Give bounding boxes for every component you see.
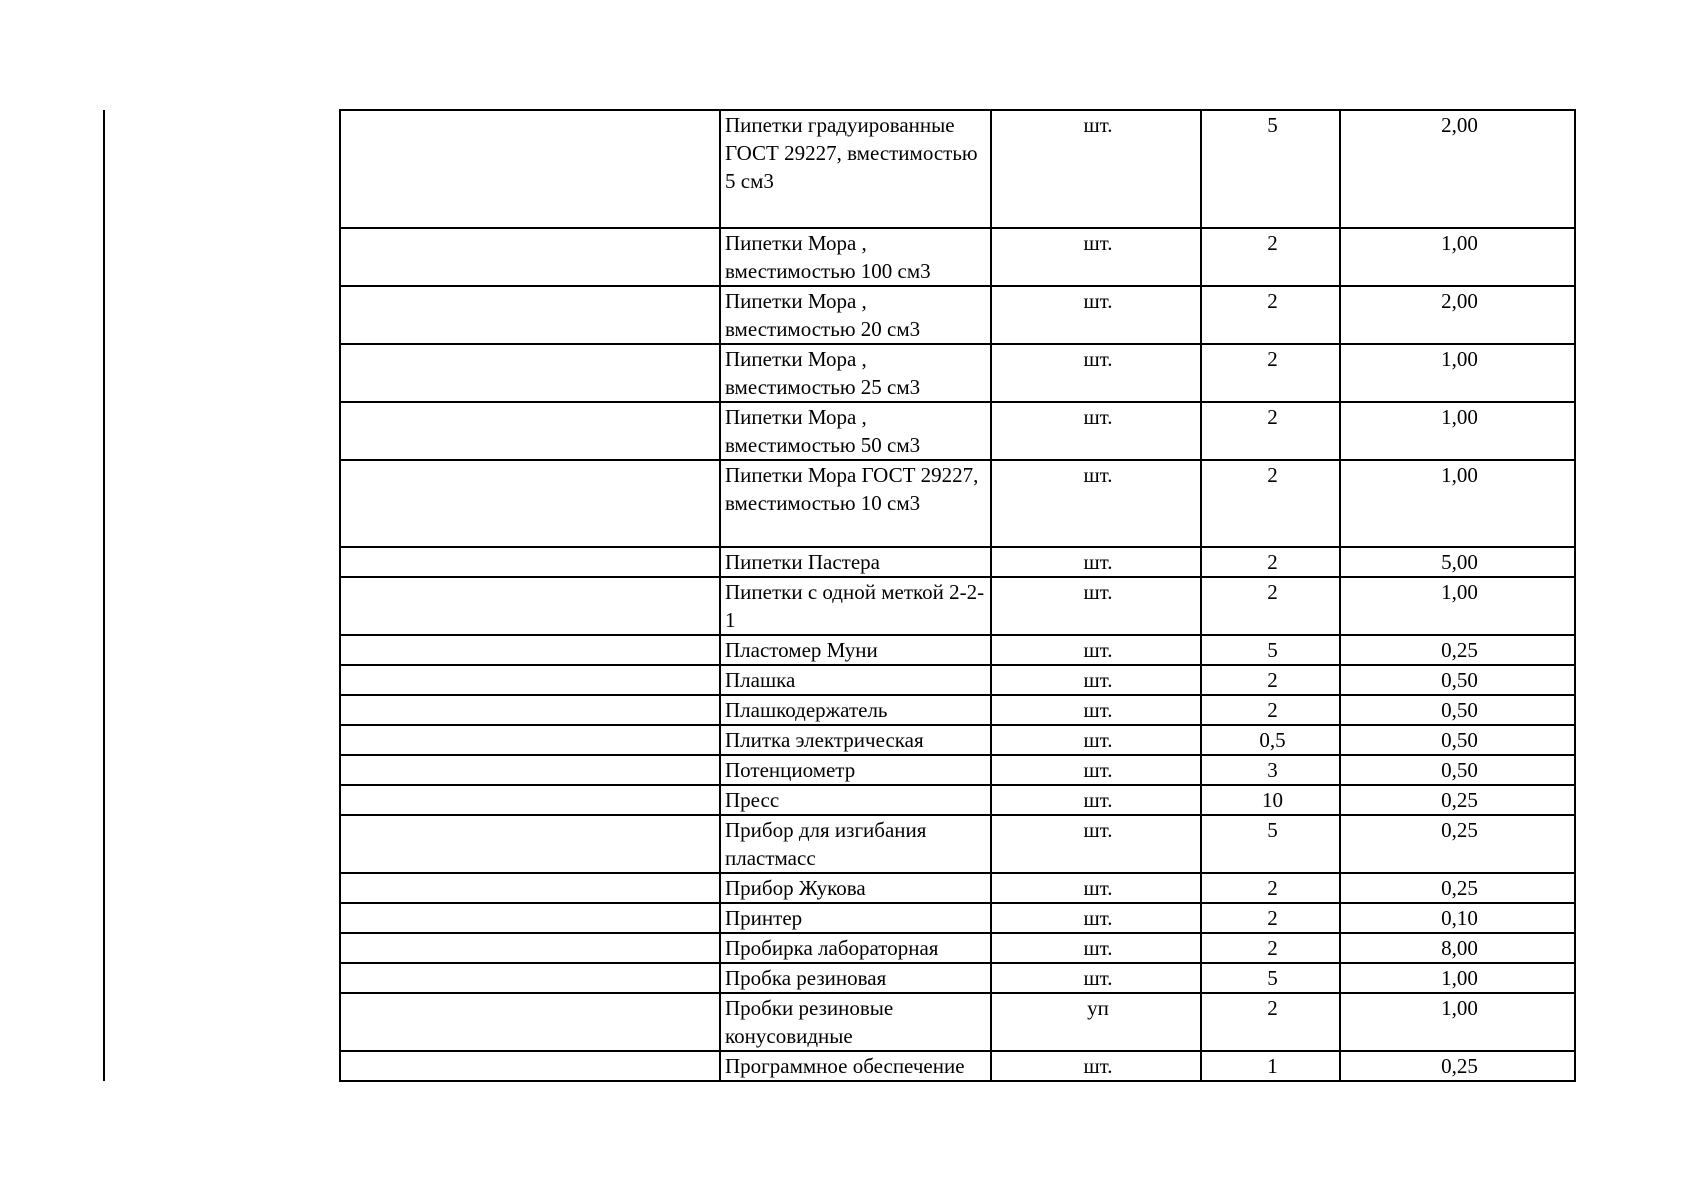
row-code-cell [340,1051,720,1081]
row-unit-cell: шт. [991,963,1201,993]
row-quantity-cell: 5 [1201,815,1340,873]
row-quantity-cell: 2 [1201,577,1340,635]
table-row [340,460,1575,547]
row-unit-cell: шт. [991,695,1201,725]
row-unit-cell: шт. [991,1051,1201,1081]
row-rate-cell: 5,00 [1340,547,1575,577]
row-rate-cell: 1,00 [1340,963,1575,993]
row-unit-cell: шт. [991,228,1201,286]
row-rate-cell: 1,00 [1340,577,1575,635]
table-row [340,344,1575,402]
row-code-cell [340,635,720,665]
table-row [340,695,1575,725]
row-code-cell [340,577,720,635]
table-row [340,665,1575,695]
row-rate-cell: 1,00 [1340,993,1575,1051]
row-code-cell [340,785,720,815]
row-rate-cell: 0,50 [1340,755,1575,785]
row-name-cell: Прибор Жукова [720,873,991,903]
row-quantity-cell: 10 [1201,785,1340,815]
row-code-cell [340,903,720,933]
row-code-cell [340,695,720,725]
row-unit-cell: шт. [991,460,1201,547]
row-code-cell [340,460,720,547]
row-name-cell: Потенциометр [720,755,991,785]
table-row [340,110,1575,228]
row-name-cell: Пипетки Мора , вместимостью 20 см3 [720,286,991,344]
row-rate-cell: 0,50 [1340,695,1575,725]
row-rate-cell: 0,50 [1340,725,1575,755]
row-name-cell: Пробирка лабораторная [720,933,991,963]
row-code-cell [340,755,720,785]
row-rate-cell: 0,25 [1340,635,1575,665]
row-rate-cell: 1,00 [1340,460,1575,547]
row-quantity-cell: 2 [1201,402,1340,460]
row-unit-cell: шт. [991,577,1201,635]
row-code-cell [340,286,720,344]
table-row [340,228,1575,286]
row-code-cell [340,547,720,577]
row-unit-cell: шт. [991,547,1201,577]
row-quantity-cell: 2 [1201,228,1340,286]
table-row [340,1051,1575,1081]
row-quantity-cell: 2 [1201,903,1340,933]
row-code-cell [340,815,720,873]
table-row [340,993,1575,1051]
row-rate-cell: 0,10 [1340,903,1575,933]
row-unit-cell: шт. [991,903,1201,933]
row-code-cell [340,933,720,963]
row-name-cell: Пресс [720,785,991,815]
row-name-cell: Пипетки Пастера [720,547,991,577]
row-name-cell: Плитка электрическая [720,725,991,755]
row-quantity-cell: 2 [1201,665,1340,695]
row-code-cell [340,993,720,1051]
row-unit-cell: шт. [991,286,1201,344]
row-quantity-cell: 2 [1201,695,1340,725]
row-name-cell: Пипетки Мора , вместимостью 25 см3 [720,344,991,402]
table-row [340,815,1575,873]
table-row [340,755,1575,785]
row-rate-cell: 0,25 [1340,815,1575,873]
table-row [340,725,1575,755]
row-quantity-cell: 5 [1201,110,1340,228]
row-name-cell: Программное обеспечение [720,1051,991,1081]
row-code-cell [340,725,720,755]
row-code-cell [340,873,720,903]
table-row [340,577,1575,635]
row-unit-cell: шт. [991,755,1201,785]
row-quantity-cell: 2 [1201,344,1340,402]
row-name-cell: Пробка резиновая [720,963,991,993]
row-code-cell [340,963,720,993]
row-code-cell [340,344,720,402]
row-rate-cell: 1,00 [1340,228,1575,286]
row-quantity-cell: 2 [1201,993,1340,1051]
row-unit-cell: шт. [991,815,1201,873]
row-code-cell [340,402,720,460]
row-unit-cell: уп [991,993,1201,1051]
row-name-cell: Пипетки градуированные ГОСТ 29227, вместимостью 5 см3 [720,110,991,228]
row-unit-cell: шт. [991,635,1201,665]
row-rate-cell: 0,25 [1340,873,1575,903]
row-rate-cell: 2,00 [1340,110,1575,228]
row-quantity-cell: 2 [1201,933,1340,963]
row-unit-cell: шт. [991,933,1201,963]
row-quantity-cell: 2 [1201,460,1340,547]
row-name-cell: Пластомер Муни [720,635,991,665]
row-unit-cell: шт. [991,110,1201,228]
row-quantity-cell: 0,5 [1201,725,1340,755]
row-name-cell: Плашка [720,665,991,695]
table-row [340,963,1575,993]
row-name-cell: Плашкодержатель [720,695,991,725]
row-rate-cell: 1,00 [1340,402,1575,460]
row-name-cell: Пипетки Мора , вместимостью 100 см3 [720,228,991,286]
table-row [340,785,1575,815]
table-row [340,933,1575,963]
row-rate-cell: 0,25 [1340,785,1575,815]
row-name-cell: Принтер [720,903,991,933]
row-quantity-cell: 2 [1201,547,1340,577]
row-unit-cell: шт. [991,344,1201,402]
row-code-cell [340,228,720,286]
row-code-cell [340,665,720,695]
row-rate-cell: 2,00 [1340,286,1575,344]
row-rate-cell: 0,50 [1340,665,1575,695]
left-margin-rule [103,110,105,1081]
row-unit-cell: шт. [991,665,1201,695]
row-unit-cell: шт. [991,785,1201,815]
table-row [340,903,1575,933]
row-quantity-cell: 2 [1201,286,1340,344]
table-row [340,402,1575,460]
row-rate-cell: 1,00 [1340,344,1575,402]
row-unit-cell: шт. [991,402,1201,460]
row-quantity-cell: 5 [1201,963,1340,993]
table-row [340,547,1575,577]
row-code-cell [340,110,720,228]
row-name-cell: Прибор для изгибания пластмасс [720,815,991,873]
equipment-table [339,109,1576,1082]
row-quantity-cell: 3 [1201,755,1340,785]
row-name-cell: Пипетки Мора , вместимостью 50 см3 [720,402,991,460]
row-name-cell: Пипетки Мора ГОСТ 29227, вместимостью 10 см3 [720,460,991,547]
row-unit-cell: шт. [991,873,1201,903]
row-quantity-cell: 2 [1201,873,1340,903]
table-row [340,286,1575,344]
row-name-cell: Пипетки с одной меткой 2-2-1 [720,577,991,635]
row-rate-cell: 0,25 [1340,1051,1575,1081]
row-unit-cell: шт. [991,725,1201,755]
row-quantity-cell: 1 [1201,1051,1340,1081]
row-name-cell: Пробки резиновые конусовидные [720,993,991,1051]
row-rate-cell: 8,00 [1340,933,1575,963]
table-row [340,873,1575,903]
table-row [340,635,1575,665]
equipment-table-body [340,110,1575,1081]
row-quantity-cell: 5 [1201,635,1340,665]
